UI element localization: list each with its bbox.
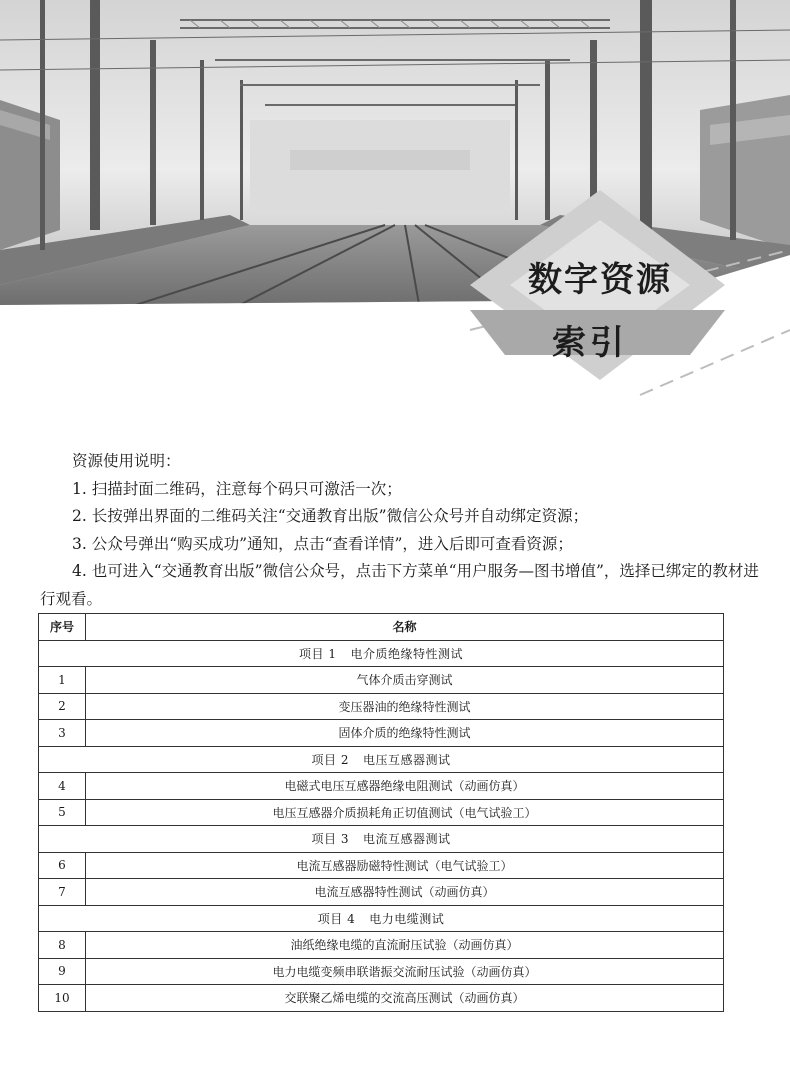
section-title: 电介质绝缘特性测试 (350, 646, 463, 661)
header-no: 序号 (39, 614, 86, 641)
table-row (39, 985, 724, 1012)
instruction-step: 1. 扫描封面二维码，注意每个码只可激活一次； (72, 479, 402, 498)
page-title: 数字资源 (528, 260, 672, 300)
railway-photo (0, 0, 790, 400)
table-row (39, 773, 724, 800)
row-name: 电压互感器介质损耗角正切值测试（电气试验工） (86, 799, 724, 826)
section-label: 项目 3 (311, 832, 349, 847)
page-subtitle: 索引 (552, 323, 628, 363)
section-row (39, 746, 724, 773)
section-label: 项目 2 (311, 752, 349, 767)
row-no: 3 (39, 720, 86, 747)
row-name: 电流互感器励磁特性测试（电气试验工） (86, 852, 724, 879)
row-name: 油纸绝缘电缆的直流耐压试验（动画仿真） (86, 932, 724, 959)
row-no: 7 (39, 879, 86, 906)
instructions-heading: 资源使用说明： (72, 452, 181, 470)
instruction-step: 4. 也可进入“交通教育出版”微信公众号，点击下方菜单“用户服务—图书增值”，选择已绑定的教材进行观看。 (40, 562, 759, 608)
row-no: 10 (39, 985, 86, 1012)
table-row (39, 720, 724, 747)
row-name: 电力电缆变频串联谐振交流耐压试验（动画仿真） (86, 958, 724, 985)
section-title: 电力电缆测试 (369, 911, 445, 926)
row-no: 5 (39, 799, 86, 826)
row-name: 交联聚乙烯电缆的交流高压测试（动画仿真） (86, 985, 724, 1012)
row-name: 固体介质的绝缘特性测试 (86, 720, 724, 747)
row-no: 9 (39, 958, 86, 985)
resource-index-table (38, 613, 724, 1012)
section-row (39, 905, 724, 932)
instruction-step: 3. 公众号弹出“购买成功”通知，点击“查看详情”，进入后即可查看资源； (72, 534, 573, 553)
section-title: 电压互感器测试 (362, 752, 451, 767)
row-name: 电磁式电压互感器绝缘电阻测试（动画仿真） (86, 773, 724, 800)
table-row (39, 693, 724, 720)
section-title: 电流互感器测试 (362, 832, 451, 847)
row-name: 气体介质击穿测试 (86, 667, 724, 694)
usage-instructions (40, 448, 760, 613)
instruction-step: 2. 长按弹出界面的二维码关注“交通教育出版”微信公众号并自动绑定资源； (72, 507, 589, 525)
row-no: 4 (39, 773, 86, 800)
section-label: 项目 4 (317, 911, 356, 926)
row-no: 8 (39, 932, 86, 959)
table-header-row (39, 614, 724, 641)
row-name: 电流互感器特性测试（动画仿真） (86, 879, 724, 906)
table-row (39, 667, 724, 694)
table-row (39, 958, 724, 985)
header-name: 名称 (86, 614, 724, 641)
row-no: 1 (39, 667, 86, 694)
section-row (39, 640, 724, 667)
row-no: 6 (39, 852, 86, 879)
section-label: 项目 1 (299, 646, 337, 661)
header-banner (0, 0, 790, 400)
row-no: 2 (39, 693, 86, 720)
table-row (39, 799, 724, 826)
table-row (39, 879, 724, 906)
table-row (39, 852, 724, 879)
table-row (39, 932, 724, 959)
row-name: 变压器油的绝缘特性测试 (86, 693, 724, 720)
section-row (39, 826, 724, 853)
